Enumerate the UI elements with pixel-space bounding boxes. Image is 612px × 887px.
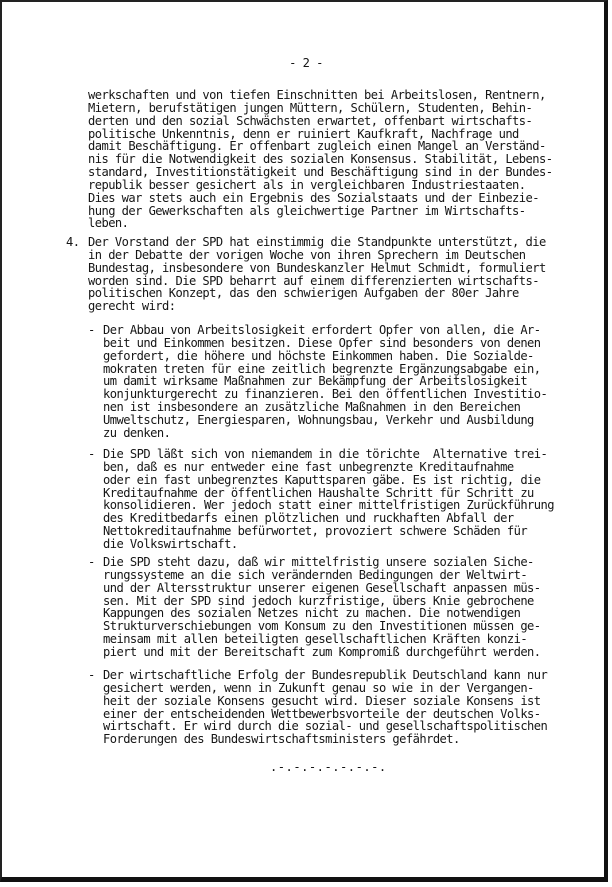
text-line: einer der entscheidenden Wettbewerbsvorteile der deutschen Volks-	[103, 706, 541, 721]
text-line: nen ist insbesondere an zusätzliche Maßnahmen in den Bereichen	[103, 400, 521, 415]
intro-paragraph	[88, 89, 552, 230]
end-mark: .-.-.-.-.-.-.-.	[270, 760, 387, 774]
text-line: nis für die Notwendigkeit des sozialen Konsensus. Stabilität, Lebens-	[88, 152, 553, 167]
text-line: oder ein fast unbegrenztes Kaputtsparen gäbe. Es ist richtig, die	[103, 472, 541, 487]
text-line: werkschaften und von tiefen Einschnitten bei Arbeitslosen, Rentnern,	[88, 88, 546, 102]
text-line: um damit wirksame Maßnahmen zur Bekämpfung der Arbeitslosigkeit	[103, 374, 528, 389]
text-line: damit Beschäftigung. Er offenbart zugleich einen Mangel an Verständ-	[88, 139, 546, 154]
text-line: worden sind. Die SPD beharrt auf einem differenzierten wirtschafts-	[88, 273, 539, 288]
text-line: gesichert werden, wenn in Zukunft genau so wie in der Vergangen-	[103, 680, 534, 695]
bullet-marker: -	[88, 668, 95, 682]
text-line: standard, Investitionstätigkeit und Beschäftigung sind in der Bundes-	[88, 165, 553, 180]
text-line: Nettokreditaufnahme befürwortet, provoziert schwere Schäden für	[103, 524, 528, 539]
text-line: mokraten treten für eine zeitlich begrenzte Ergänzungsabgabe ein,	[103, 361, 541, 376]
text-line: Der Vorstand der SPD hat einstimmig die Standpunkte unterstützt, die	[88, 235, 546, 249]
text-line: konsolidieren. Wer jedoch statt einer mittelfristigen Zurückführung	[103, 498, 554, 513]
bullet-marker: -	[88, 323, 95, 337]
text-line: Strukturverschiebungen vom Konsum zu den Investitionen müssen ge-	[103, 619, 541, 634]
text-line: Kreditaufnahme der öffentlichen Haushalte Schritt für Schritt zu	[103, 485, 534, 500]
text-line: und der Altersstruktur unserer eigenen Gesellschaft anpassen müs-	[103, 580, 541, 595]
text-line: sen. Mit der SPD sind jedoch kurzfristige, übers Knie gebrochene	[103, 593, 534, 608]
text-line: Forderungen des Bundeswirtschaftsministers gefährdet.	[103, 732, 460, 747]
bullet-marker: -	[88, 555, 95, 569]
text-line: Die SPD läßt sich von niemandem in die törichte Alternative trei-	[103, 447, 548, 461]
text-line: zu denken.	[103, 425, 171, 440]
text-line: die Volkswirtschaft.	[103, 536, 238, 551]
text-line: derten und den sozial Schwächsten erwartet, offenbart wirtschafts-	[88, 113, 533, 128]
text-line: rungssysteme an die sich verändernden Bedingungen der Weltwirt-	[103, 567, 528, 582]
section-number: 4.	[66, 235, 80, 249]
text-line: des Kreditbedarfs einen plötzlichen und ruckhaften Abfall der	[103, 511, 514, 526]
text-line: hung der Gewerkschaften als gleichwertige Partner im Wirtschafts-	[88, 203, 526, 218]
text-line: meinsam mit allen beteiligten gesellschaftlichen Kräften konzi-	[103, 632, 528, 647]
text-line: in der Debatte der vorigen Woche von ihren Sprechern im Deutschen	[88, 247, 526, 262]
text-line: republik besser gesichert als in vergleichbaren Industriestaaten.	[88, 177, 526, 192]
text-line: beit und Einkommen besitzen. Diese Opfer sind besonders von denen	[103, 335, 541, 350]
text-line: politischen Konzept, das den schwierigen Aufgaben der 80er Jahre	[88, 286, 519, 301]
text-line: ben, daß es nur entweder eine fast unbegrenzte Kreditaufnahme	[103, 459, 514, 474]
bullet-item-4	[103, 669, 547, 746]
text-line: wirtschaft. Er wird durch die sozial- und gesellschaftspolitischen	[103, 719, 548, 734]
text-line: heit der soziale Konsens gesucht wird. Dieser soziale Konsens ist	[103, 693, 541, 708]
text-line: Kappungen des sozialen Netzes nicht zu machen. Die notwendigen	[103, 606, 521, 621]
text-line: Umweltschutz, Energiesparen, Wohnungsbau, Verkehr und Ausbildung	[103, 412, 534, 427]
bullet-item-3	[103, 556, 541, 659]
page-number: - 2 -	[289, 56, 323, 70]
text-line: politische Unkenntnis, denn er ruiniert Kaufkraft, Nachfrage und	[88, 126, 519, 141]
text-line: Die SPD steht dazu, daß wir mittelfristig unsere sozialen Siche-	[103, 555, 534, 569]
bullet-item-2	[103, 448, 554, 551]
text-line: Dies war stets auch ein Ergebnis des Sozialstaats und der Einbezie-	[88, 190, 539, 205]
text-line: leben.	[88, 216, 129, 231]
text-line: gefordert, die höhere und höchste Einkommen haben. Die Sozialde-	[103, 348, 534, 363]
text-line: Bundestag, insbesondere von Bundeskanzler Helmut Schmidt, formuliert	[88, 260, 546, 275]
bullet-marker: -	[88, 447, 95, 461]
text-line: Der wirtschaftliche Erfolg der Bundesrepublik Deutschland kann nur	[103, 668, 548, 682]
bullet-item-1	[103, 324, 547, 440]
text-line: Der Abbau von Arbeitslosigkeit erfordert Opfer von allen, die Ar-	[103, 323, 541, 337]
section-4-paragraph	[88, 236, 546, 313]
text-line: piert und mit der Bereitschaft zum Kompromiß durchgeführt werden.	[103, 644, 541, 659]
text-line: Mietern, berufstätigen jungen Müttern, Schülern, Studenten, Behin-	[88, 100, 533, 115]
text-line: konjunkturgerecht zu finanzieren. Bei den öffentlichen Investitio-	[103, 387, 548, 402]
text-line: gerecht wird:	[88, 299, 176, 314]
